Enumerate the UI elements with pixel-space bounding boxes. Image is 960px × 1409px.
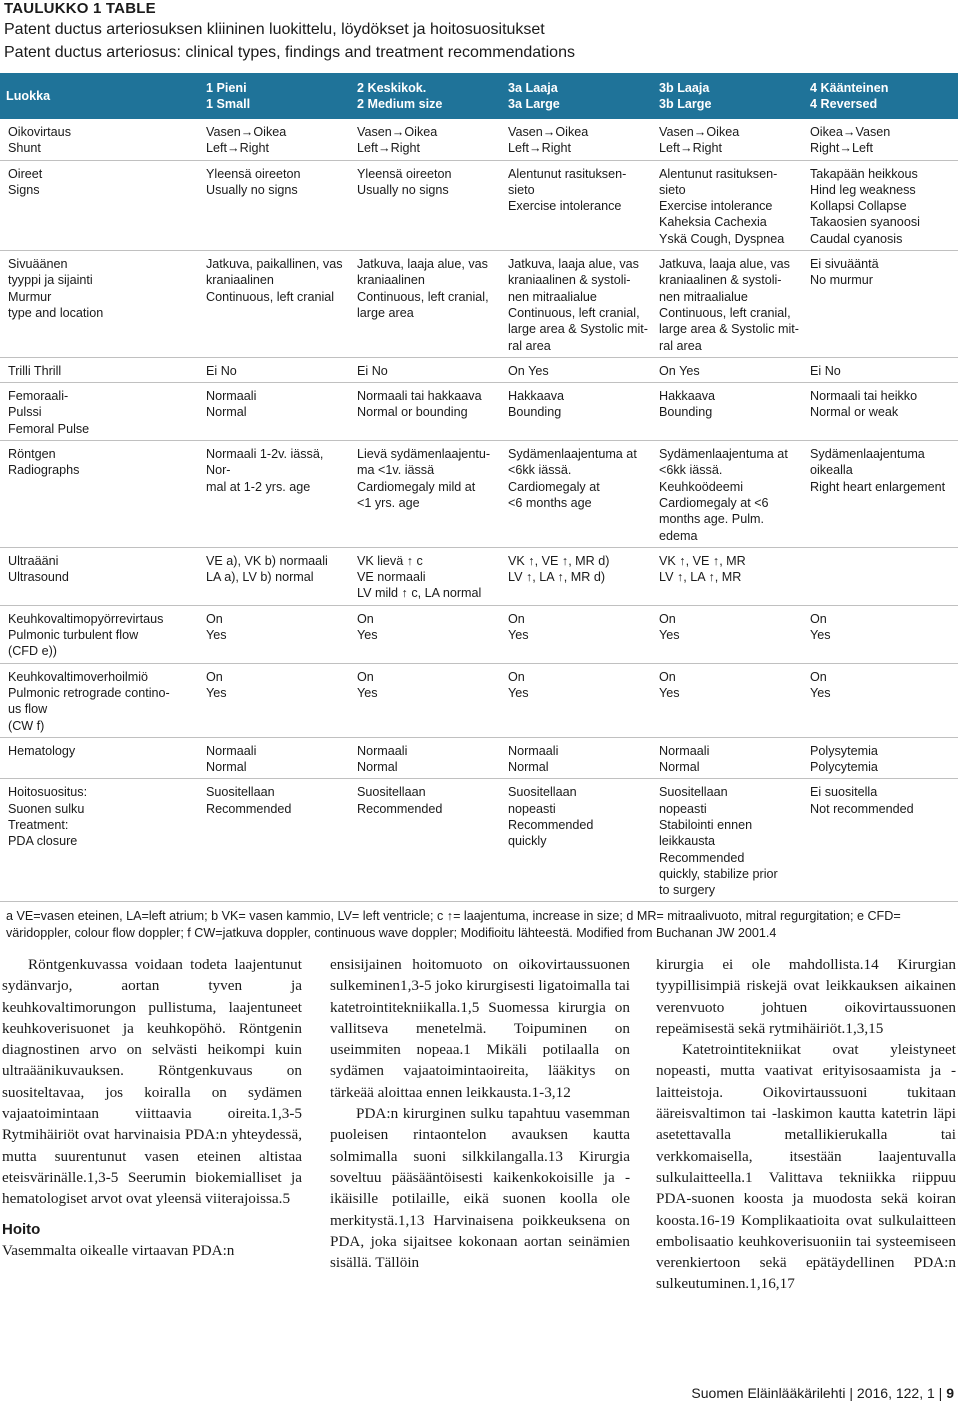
table-cell: Normaali tai hakkaava Normal or bounding [351, 383, 502, 441]
table-cell: Ei No [351, 357, 502, 382]
table-cell: On Yes [351, 605, 502, 663]
table-cell: On Yes [200, 605, 351, 663]
table-cell: On Yes [804, 663, 958, 737]
header-cell: 4 Käänteinen 4 Reversed [804, 73, 958, 119]
row-label-cell: Hematology [0, 737, 200, 779]
table-cell: On Yes [653, 663, 804, 737]
footer-divider: | [938, 1385, 947, 1401]
table-cell: Yleensä oireeton Usually no signs [200, 160, 351, 250]
header-cell: 3a Laaja 3a Large [502, 73, 653, 119]
table-row [0, 160, 958, 250]
journal-name: Suomen Eläinlääkärilehti [691, 1385, 846, 1401]
paragraph: Vasemmalta oikealle virtaavan PDA:n [2, 1241, 235, 1259]
table-row [0, 663, 958, 737]
table-header [0, 73, 958, 119]
paragraph: PDA:n kirurginen sulku tapahtuu vasemman puoleisen rintaontelon avauksen kautta solmimalla suoni silkkilangalla.13 Kirurgia soveltuu pääsääntöisesti kaikenkokoisille ja -ikäisille potilaille, eikä suonen koolla ole merkitystä.1,13 Harvinaisena poikkeuksena on PDA, joka sijaitsee kokonaan aortan seinämien sisällä. Tällöin [330, 1105, 630, 1272]
table-cell: Jatkuva, laaja alue, vas kraniaalinen & systoli- nen mitraalialue Continuous, left cranial, large area & Systolic mit- ral area [653, 251, 804, 358]
row-label-cell: Keuhkovaltimopyörrevirtaus Pulmonic turbulent flow (CFD e)) [0, 605, 200, 663]
paragraph: Katetrointitekniikat ovat yleistyneet nopeasti, mutta vaativat erityisosaamista ja -laitteistoja. Oikovirtaussuoni tukitaan ääreisvaltimon tai -laskimon kautta katetrin läpi asetettavalla metallikierukalla tai verkkomaisella, itsestään laajentuvalla sulkulaitteella.1 Valittava tekniikka riippuu PDA-suonen koosta ja muodosta sekä koiran koosta.16-19 Komplikaatioita ovat sulkulaitteen embolisaatio keuhkoverisuoniin tai systeemiseen verenkiertoon sekä epätäydellinen PDA:n sulkeutuminen.1,16,17 [656, 1041, 956, 1293]
table-cell: Suositellaan Recommended [351, 779, 502, 902]
table-cell: Polysytemia Polycytemia [804, 737, 958, 779]
table-cell: Normaali Normal [502, 737, 653, 779]
row-label-cell: Oikovirtaus Shunt [0, 119, 200, 160]
table-cell: Lievä sydämenlaajentu- ma <1v. iässä Cardiomegaly mild at <1 yrs. age [351, 441, 502, 548]
table-cell: Normaali Normal [200, 383, 351, 441]
table-cell: VK ↑, VE ↑, MR d) LV ↑, LA ↑, MR d) [502, 547, 653, 605]
table-cell: On Yes [502, 605, 653, 663]
table-row [0, 383, 958, 441]
table-cell: VK lievä ↑ c VE normaali LV mild ↑ c, LA normal [351, 547, 502, 605]
table-cell: Suositellaan Recommended [200, 779, 351, 902]
issue-info: 2016, 122, 1 [856, 1385, 935, 1401]
table-cell: Alentunut rasituksen- sieto Exercise intolerance Kaheksia Cachexia Yskä Cough, Dyspnea [653, 160, 804, 250]
table-cell: Oikea→Vasen Right→Left [804, 119, 958, 160]
header-cell: 1 Pieni 1 Small [200, 73, 351, 119]
table-cell: Sydämenlaajentuma oikealla Right heart enlargement [804, 441, 958, 548]
table-row [0, 441, 958, 548]
table-row [0, 547, 958, 605]
table-cell: Hakkaava Bounding [653, 383, 804, 441]
table-cell: On Yes [502, 663, 653, 737]
table-cell: Ei No [200, 357, 351, 382]
table-cell: Normaali 1-2v. iässä, Nor- mal at 1-2 yrs. age [200, 441, 351, 548]
page-number: 9 [946, 1385, 954, 1401]
table-cell: On Yes [653, 605, 804, 663]
table-cell: Suositellaan nopeasti Recommended quickly [502, 779, 653, 902]
table-cell: Ei suositella Not recommended [804, 779, 958, 902]
paragraph: kirurgia ei ole mahdollista.14 Kirurgian tyypillisimpiä riskejä ovat leikkauksen aikainen verenvuoto johtuen oikovirtaussuonen repeämisestä sekä rytmihäiriöt.1,3,15 [656, 956, 956, 1037]
row-label-cell: Hoitosuositus: Suonen sulku Treatment: PDA closure [0, 779, 200, 902]
table-cell: VK ↑, VE ↑, MR LV ↑, LA ↑, MR [653, 547, 804, 605]
body-column-2 [330, 954, 630, 1273]
table-cell: Ei No [804, 357, 958, 382]
row-label-cell: Sivuäänen tyyppi ja sijainti Murmur type and location [0, 251, 200, 358]
footer-divider: | [849, 1385, 857, 1401]
table-cell: On Yes [653, 357, 804, 382]
table-body [0, 119, 958, 902]
table-cell: VE a), VK b) normaali LA a), LV b) normal [200, 547, 351, 605]
table-cell: Vasen→Oikea Left→Right [653, 119, 804, 160]
table-cell: On Yes [502, 357, 653, 382]
body-column-3 [656, 954, 956, 1295]
table-cell [804, 547, 958, 605]
table-row [0, 779, 958, 902]
table-cell: Alentunut rasituksen- sieto Exercise intolerance [502, 160, 653, 250]
table-label: TAULUKKO 1 TABLE [4, 0, 156, 17]
table-cell: Suositellaan nopeasti Stabilointi ennen leikkausta Recommended quickly, stabilize prior to surgery [653, 779, 804, 902]
table-cell: Jatkuva, laaja alue, vas kraniaalinen & systoli- nen mitraalialue Continuous, left cranial, large area & Systolic mit- ral area [502, 251, 653, 358]
table-cell: Takapään heikkous Hind leg weakness Kollapsi Collapse Takaosien syanoosi Caudal cyanosis [804, 160, 958, 250]
table-cell: Normaali tai heikko Normal or weak [804, 383, 958, 441]
table-cell: On Yes [351, 663, 502, 737]
header-cell-class: Luokka [0, 73, 200, 119]
table-cell: Normaali Normal [351, 737, 502, 779]
row-label-cell: Ultraääni Ultrasound [0, 547, 200, 605]
table-row [0, 357, 958, 382]
table-cell: Jatkuva, laaja alue, vas kraniaalinen Continuous, left cranial, large area [351, 251, 502, 358]
header-cell: 3b Laaja 3b Large [653, 73, 804, 119]
table-cell: Hakkaava Bounding [502, 383, 653, 441]
table-cell: Normaali Normal [200, 737, 351, 779]
section-heading: Hoito [2, 1220, 41, 1238]
header-cell: 2 Keskikok. 2 Medium size [351, 73, 502, 119]
table-cell: Jatkuva, paikallinen, vas kraniaalinen Continuous, left cranial [200, 251, 351, 358]
pda-classification-table [0, 73, 958, 902]
row-label-cell: Keuhkovaltimoverhoilmiö Pulmonic retrograde contino- us flow (CW f) [0, 663, 200, 737]
table-cell: Yleensä oireeton Usually no signs [351, 160, 502, 250]
table-row [0, 605, 958, 663]
table-row [0, 737, 958, 779]
table-cell: On Yes [200, 663, 351, 737]
row-label-cell: Oireet Signs [0, 160, 200, 250]
paragraph: Röntgenkuvassa voidaan todeta laajentunut sydänvarjo, aortan tyven ja keuhkovaltimorungon pullistuma, laajentuneet keuhkoverisuonet ja keuhkopöhö. Röntgenin diagnostinen arvo on selvästi heikompi kuin ultraäänikuvauksen. Röntgenkuvaus on suositeltavaa, jos koiralla on sydämen vajaatoimintaan viittaavia oireita.1,3-5 Rytmihäiriöt ovat harvinaisia PDA:n yhteydessä, mutta suurentunut vasen eteinen altistaa eteisvärinälle.1,3-5 Seerumin biokemialliset ja hematologiset arvot ovat yleensä viiterajoissa.5 [2, 956, 302, 1208]
row-label-cell: Femoraali- Pulssi Femoral Pulse [0, 383, 200, 441]
table-cell: Vasen→Oikea Left→Right [351, 119, 502, 160]
table-cell: Sydämenlaajentuma at <6kk iässä. Cardiomegaly at <6 months age [502, 441, 653, 548]
body-column-1 [2, 954, 302, 1261]
table-cell: Sydämenlaajentuma at <6kk iässä. Keuhkoödeemi Cardiomegaly at <6 months age. Pulm. edema [653, 441, 804, 548]
table-row [0, 251, 958, 358]
table-cell: On Yes [804, 605, 958, 663]
table-footnote: a VE=vasen eteinen, LA=left atrium; b VK= vasen kammio, LV= left ventricle; c ↑= laajentuma, increase in size; d MR= mitraalivuoto, mitral regurgitation; e CFD= väridoppler, colour flow doppler; f CW=jatkuva doppler, continuous wave doppler; Modifioitu lähteestä. Modified from Buchanan JW 2001.4 [6, 909, 901, 940]
table-cell: Vasen→Oikea Left→Right [502, 119, 653, 160]
paragraph: ensisijainen hoitomuoto on oikovirtaussuonen sulkeminen1,3-5 joko kirurgisesti ligatoimalla tai katetrointitekniikalla.1,5 Suomessa kirurgia on vallitseva menetelmä. Toipuminen on useimmiten nopeaa.1 Mikäli potilaalla on sydämen vajaatoimintaoireita, lääkitys on tärkeää aloittaa ennen leikkausta.1-3,12 [330, 956, 630, 1101]
table-row [0, 119, 958, 160]
table-title-en: Patent ductus arteriosus: clinical types, findings and treatment recommendations [4, 44, 575, 61]
table-cell: Normaali Normal [653, 737, 804, 779]
table-cell: Ei sivuääntä No murmur [804, 251, 958, 358]
row-label-cell: Röntgen Radiographs [0, 441, 200, 548]
row-label-cell: Trilli Thrill [0, 357, 200, 382]
table-cell: Vasen→Oikea Left→Right [200, 119, 351, 160]
table-title-fi: Patent ductus arteriosuksen kliininen luokittelu, löydökset ja hoitosuositukset [4, 21, 545, 38]
page-footer [691, 1385, 954, 1401]
